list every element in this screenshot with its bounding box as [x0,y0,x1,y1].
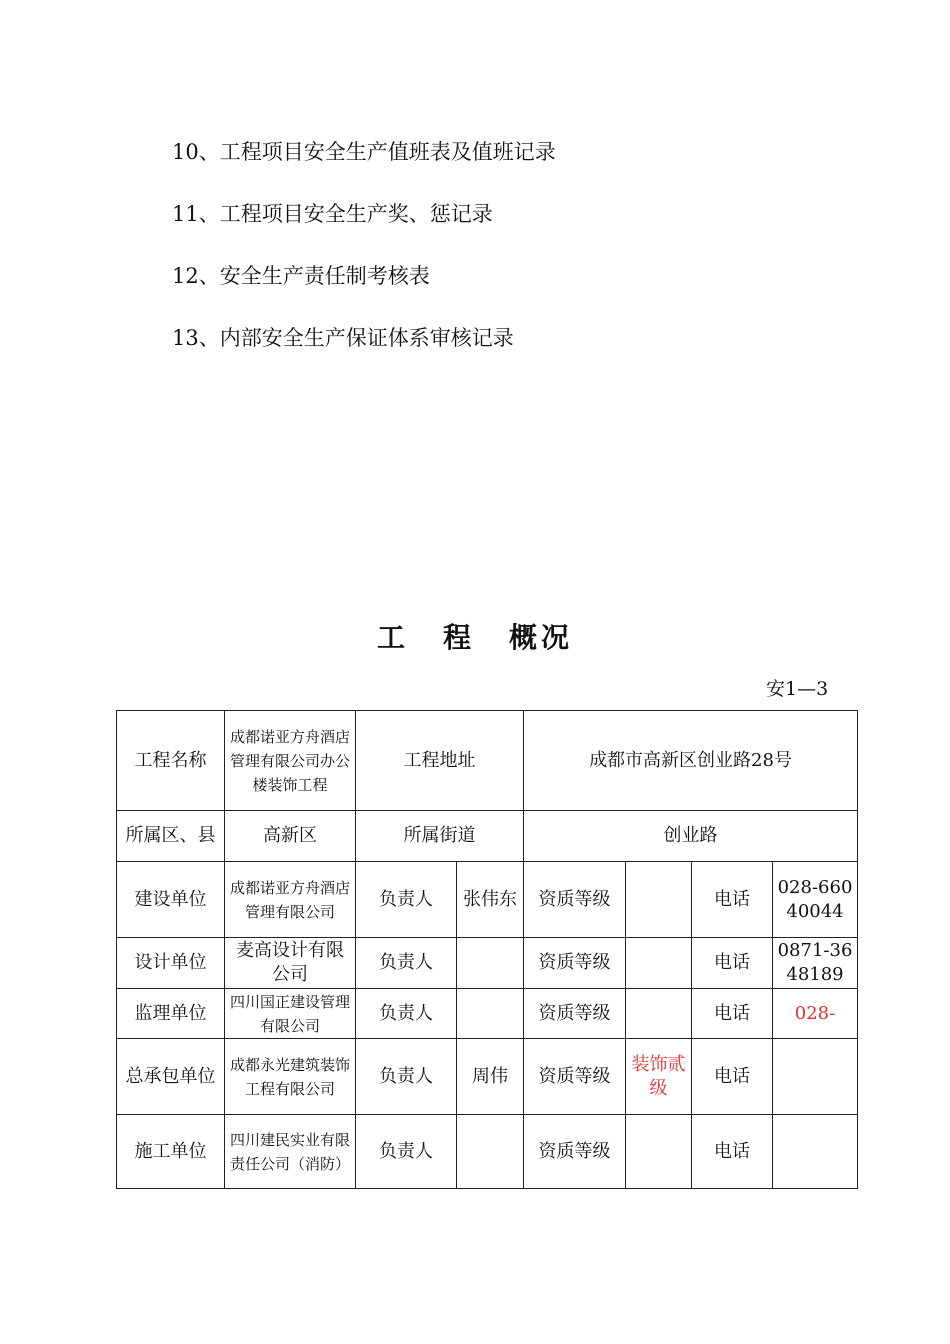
project-address-label: 工程地址 [356,711,524,811]
document-checklist [172,134,556,382]
unit-label: 设计单位 [117,938,225,989]
phone-value [773,1039,858,1115]
checklist-item: 11、工程项目安全生产奖、惩记录 [172,202,493,226]
table-row [117,811,858,862]
project-name-label: 工程名称 [117,711,225,811]
form-code: 安1—3 [766,678,829,700]
person-label: 负责人 [356,938,457,989]
qualification-value: 装饰贰级 [626,1039,692,1115]
qualification-value [626,989,692,1039]
unit-name: 麦高设计有限公司 [225,938,356,989]
phone-label: 电话 [692,862,773,938]
project-address-value: 成都市高新区创业路28号 [524,711,858,811]
checklist-item: 10、工程项目安全生产值班表及值班记录 [172,140,556,164]
table-row [117,862,858,938]
phone-value [773,1115,858,1189]
unit-name: 四川国正建设管理有限公司 [225,989,356,1039]
title-part: 程 [442,621,475,654]
district-value: 高新区 [225,811,356,862]
qualification-label: 资质等级 [524,1039,626,1115]
checklist-item: 12、安全生产责任制考核表 [172,264,430,288]
title-part: 工 [376,621,409,654]
person-value [457,989,524,1039]
project-overview-table [116,710,858,1189]
unit-label: 施工单位 [117,1115,225,1189]
table-row [117,989,858,1039]
person-value: 张伟东 [457,862,524,938]
unit-name: 成都永光建筑装饰工程有限公司 [225,1039,356,1115]
phone-label: 电话 [692,989,773,1039]
unit-name: 成都诺亚方舟酒店管理有限公司 [225,862,356,938]
street-label: 所属街道 [356,811,524,862]
qualification-label: 资质等级 [524,862,626,938]
phone-label: 电话 [692,1115,773,1189]
person-value [457,1115,524,1189]
person-label: 负责人 [356,1039,457,1115]
street-value: 创业路 [524,811,858,862]
table-row [117,711,858,811]
person-value: 周伟 [457,1039,524,1115]
qualification-value [626,862,692,938]
table-row [117,1039,858,1115]
person-label: 负责人 [356,862,457,938]
qualification-label: 资质等级 [524,1115,626,1189]
section-title [0,616,950,656]
phone-label: 电话 [692,938,773,989]
qualification-value [626,1115,692,1189]
unit-label: 建设单位 [117,862,225,938]
unit-name: 四川建民实业有限责任公司（消防） [225,1115,356,1189]
phone-value: 028- [773,989,858,1039]
unit-label: 总承包单位 [117,1039,225,1115]
person-label: 负责人 [356,989,457,1039]
phone-label: 电话 [692,1039,773,1115]
qualification-label: 资质等级 [524,938,626,989]
phone-value: 028-66040044 [773,862,858,938]
title-part: 概况 [509,621,574,654]
table-row [117,938,858,989]
district-label: 所属区、县 [117,811,225,862]
qualification-value [626,938,692,989]
table-row [117,1115,858,1189]
project-name-value: 成都诺亚方舟酒店管理有限公司办公楼装饰工程 [225,711,356,811]
unit-label: 监理单位 [117,989,225,1039]
person-value [457,938,524,989]
phone-value: 0871-3648189 [773,938,858,989]
person-label: 负责人 [356,1115,457,1189]
qualification-label: 资质等级 [524,989,626,1039]
checklist-item: 13、内部安全生产保证体系审核记录 [172,326,514,350]
